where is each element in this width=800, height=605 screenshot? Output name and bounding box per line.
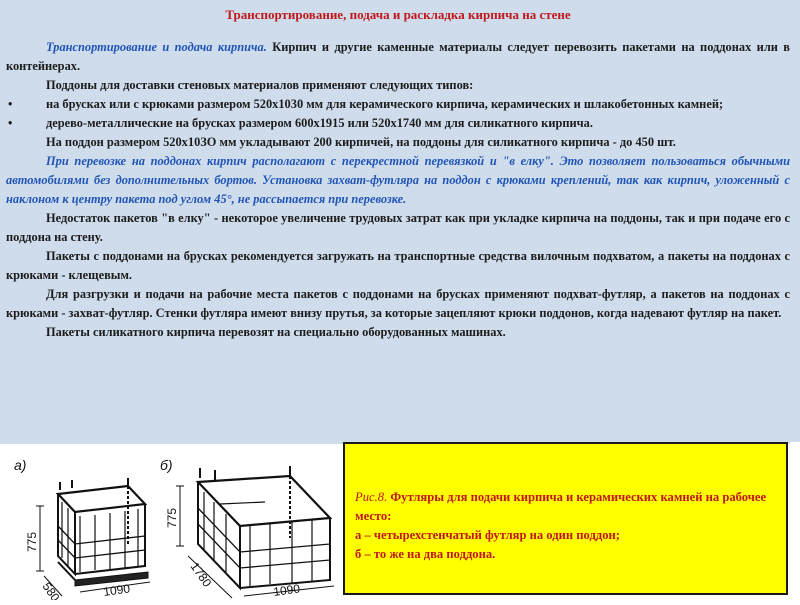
dim-a-depth: 580 bbox=[39, 579, 63, 600]
bullet-icon: • bbox=[8, 97, 13, 111]
paragraph-silicate: Пакеты силикатного кирпича перевозят на специально оборудованных машинах. bbox=[46, 325, 506, 339]
dim-b-depth: 1780 bbox=[187, 559, 215, 590]
slide-title: Транспортирование, подача и раскладка кирпича на стене bbox=[225, 7, 571, 22]
paragraph-intro bbox=[6, 38, 790, 76]
dim-a-height: 775 bbox=[25, 531, 39, 552]
caption-heading bbox=[355, 488, 776, 526]
paragraph-unloading: Для разгрузки и подачи на рабочие места пакетов с поддонами на брусках применяют подхват-футляр, а пакетов на поддонах с крюками - захват-футляр. Стенки футляра имеют внизу прутья, за которые зацепляют крюки поддонов, когда надевают футляр на пакет. bbox=[6, 287, 790, 320]
dim-b-height: 775 bbox=[165, 507, 179, 528]
list-item bbox=[6, 114, 790, 133]
caption-line-a: а – четырехстенчатый футляр на один поддон; bbox=[355, 528, 620, 542]
bullet-text: дерево-металлические на брусках размером 600x1915 или 520x1740 мм для силикатного кирпича. bbox=[46, 116, 593, 130]
case-a-drawing bbox=[58, 478, 148, 586]
paragraph-capacity: На поддон размером 520x10ЗО мм укладывают 200 кирпичей, на поддоны для силикатного кирпича - до 450 шт. bbox=[46, 135, 676, 149]
intro-lead: Транспортирование и подача кирпича. bbox=[46, 40, 267, 54]
case-drawing bbox=[0, 446, 340, 600]
figure-label-b: б) bbox=[160, 457, 173, 473]
dim-b-length: 1090 bbox=[272, 581, 301, 599]
paragraph-drawback: Недостаток пакетов "в елку" - некоторое увеличение трудовых затрат как при укладке кирпича на поддоны, так и при подаче его с поддона на стену. bbox=[6, 211, 790, 244]
bullet-icon: • bbox=[8, 116, 13, 130]
paragraph-herringbone: При перевозке на поддонах кирпич располагают с перекрестной перевязкой и "в елку". Это позволяет пользоваться обычными автомобилями без дополнительных бортов. Установка захват-футляра на поддон с крюками креплений, так как кирпич, уложенный с наклоном к центру пакета под углом 45°, не рассыпается при перевозке. bbox=[6, 154, 790, 206]
figure-caption bbox=[343, 442, 788, 595]
intro-rest: Кирпич и другие каменные материалы следует перевозить пакетами на поддонах или в контейнерах. bbox=[6, 40, 791, 73]
dim-a-length: 1090 bbox=[102, 581, 131, 599]
list-item bbox=[6, 95, 790, 114]
right-margin bbox=[790, 442, 800, 600]
caption-line-b: б – то же на два поддона. bbox=[355, 547, 496, 561]
paragraph-pallet-types: Поддоны для доставки стеновых материалов применяют следующих типов: bbox=[46, 78, 474, 92]
paragraph-loading: Пакеты с поддонами на брусках рекомендуется загружать на транспортные средства вилочным подхватом, а пакеты на поддонах с крюками - клещевым. bbox=[6, 249, 790, 282]
figure-label-a: а) bbox=[14, 457, 27, 473]
caption-fig-num: Рис.8. bbox=[355, 490, 388, 504]
bullet-text: на брусках или с крюками размером 520x1030 мм для керамического кирпича, керамических и шлакобетонных камней; bbox=[46, 97, 724, 111]
caption-title: Футляры для подачи кирпича и керамических камней на рабочее место: bbox=[355, 490, 767, 523]
case-b-drawing bbox=[198, 466, 330, 588]
case-drawing-svg bbox=[0, 446, 340, 600]
